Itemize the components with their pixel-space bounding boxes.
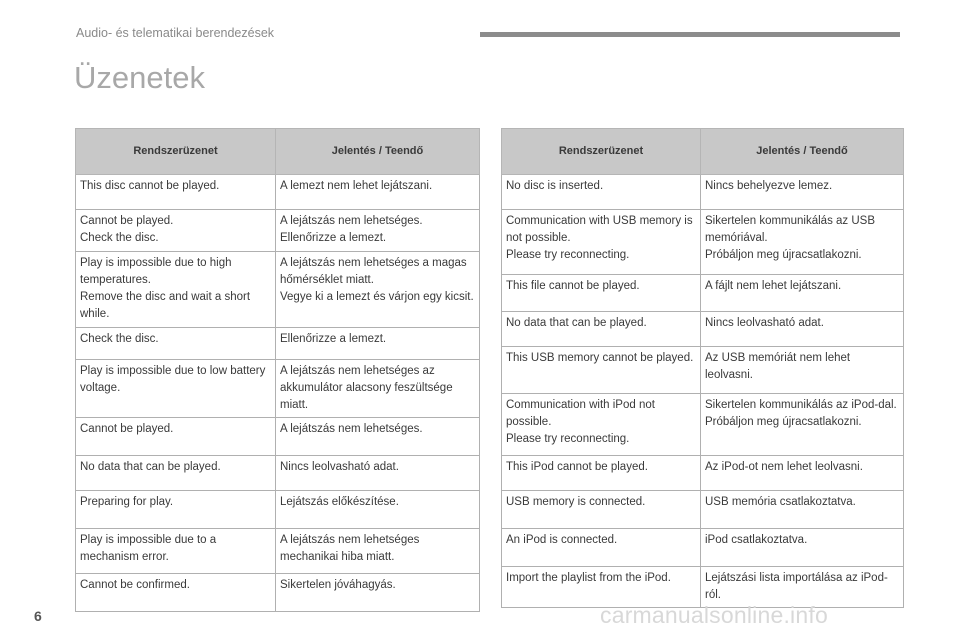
table-row [76,210,480,252]
cell-meaning-action: Lejátszási lista importálása az iPod-ról. [701,567,904,608]
messages-table-right [501,128,904,608]
table-row [76,360,480,418]
cell-meaning-action: Nincs leolvasható adat. [701,312,904,347]
watermark: carmanualsonline.info [600,602,828,628]
cell-meaning-action: Az USB memóriát nem lehet leolvasni. [701,347,904,394]
cell-meaning-action: Az iPod-ot nem lehet leolvasni. [701,456,904,491]
table-row [76,574,480,612]
cell-system-message: Play is impossible due to a mechanism error. [76,529,276,574]
cell-meaning-action: A lejátszás nem lehetséges a magas hőmérséklet miatt. Vegye ki a lemezt és várjon egy kicsit. [276,252,480,328]
table-row [502,275,904,312]
cell-system-message: Communication with iPod not possible. Please try reconnecting. [502,394,701,456]
cell-meaning-action: A lejátszás nem lehetséges. Ellenőrizze a lemezt. [276,210,480,252]
cell-system-message: No data that can be played. [76,456,276,491]
table-row [502,394,904,456]
cell-system-message: This file cannot be played. [502,275,701,312]
cell-meaning-action: A fájlt nem lehet lejátszani. [701,275,904,312]
cell-meaning-action: Nincs behelyezve lemez. [701,175,904,210]
table-row [502,347,904,394]
cell-system-message: No data that can be played. [502,312,701,347]
cell-system-message: Cannot be played. [76,418,276,456]
section-header: Audio- és telematikai berendezések [76,26,275,40]
table-row [502,312,904,347]
cell-meaning-action: iPod csatlakoztatva. [701,529,904,567]
table-row [502,175,904,210]
table-row [502,491,904,529]
header-meaning-action: Jelentés / Teendő [276,129,480,175]
cell-system-message: Cannot be confirmed. [76,574,276,612]
table-row [502,529,904,567]
table-row [76,252,480,328]
table-row [76,529,480,574]
cell-system-message: Communication with USB memory is not possible. Please try reconnecting. [502,210,701,275]
cell-meaning-action: Sikertelen kommunikálás az USB memóriával. Próbáljon meg újracsatlakozni. [701,210,904,275]
cell-system-message: This disc cannot be played. [76,175,276,210]
table-row [76,175,480,210]
page-number: 6 [34,608,42,624]
cell-meaning-action: A lejátszás nem lehetséges mechanikai hiba miatt. [276,529,480,574]
cell-meaning-action: A lejátszás nem lehetséges. [276,418,480,456]
cell-meaning-action: Sikertelen kommunikálás az iPod-dal. Próbáljon meg újracsatlakozni. [701,394,904,456]
messages-table-left [75,128,480,612]
cell-system-message: Play is impossible due to low battery voltage. [76,360,276,418]
header-meaning-action: Jelentés / Teendő [701,129,904,175]
cell-system-message: This iPod cannot be played. [502,456,701,491]
cell-meaning-action: USB memória csatlakoztatva. [701,491,904,529]
table-header-row [76,129,480,175]
table-header-row [502,129,904,175]
cell-system-message: Check the disc. [76,328,276,360]
table-row [502,456,904,491]
table-row [502,210,904,275]
table-row [76,418,480,456]
cell-system-message: USB memory is connected. [502,491,701,529]
cell-system-message: An iPod is connected. [502,529,701,567]
cell-system-message: Import the playlist from the iPod. [502,567,701,608]
cell-system-message: Preparing for play. [76,491,276,529]
cell-system-message: Cannot be played. Check the disc. [76,210,276,252]
cell-meaning-action: Lejátszás előkészítése. [276,491,480,529]
cell-meaning-action: A lemezt nem lehet lejátszani. [276,175,480,210]
header-system-message: Rendszerüzenet [76,129,276,175]
header-bar [480,32,900,37]
cell-system-message: This USB memory cannot be played. [502,347,701,394]
table-row [76,491,480,529]
cell-meaning-action: Ellenőrizze a lemezt. [276,328,480,360]
table-row [76,328,480,360]
page-title: Üzenetek [74,60,205,95]
table-row [76,456,480,491]
cell-system-message: No disc is inserted. [502,175,701,210]
header-system-message: Rendszerüzenet [502,129,701,175]
cell-system-message: Play is impossible due to high temperatures. Remove the disc and wait a short while. [76,252,276,328]
cell-meaning-action: A lejátszás nem lehetséges az akkumulátor alacsony feszültsége miatt. [276,360,480,418]
cell-meaning-action: Nincs leolvasható adat. [276,456,480,491]
cell-meaning-action: Sikertelen jóváhagyás. [276,574,480,612]
